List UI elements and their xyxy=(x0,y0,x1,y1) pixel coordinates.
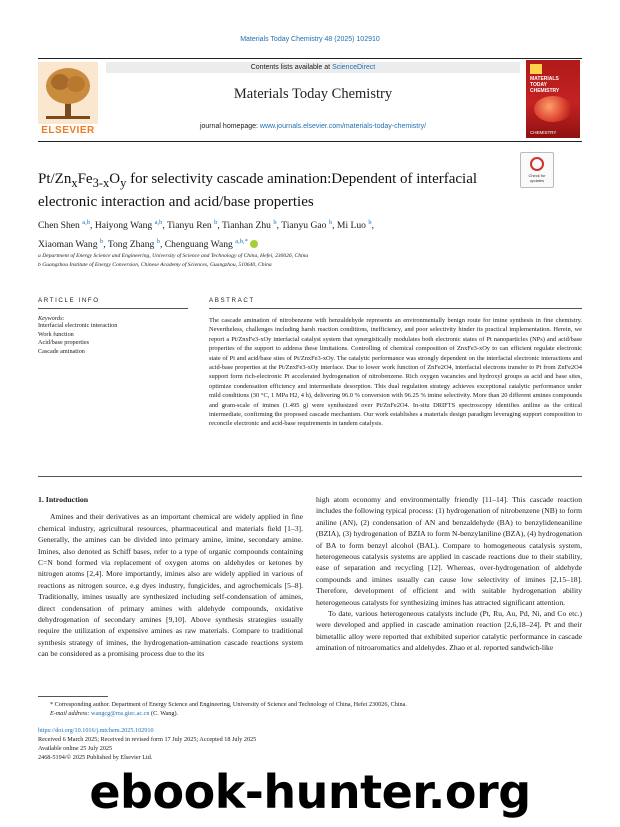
title-part: Pt/Zn xyxy=(38,171,72,187)
divider xyxy=(209,308,582,309)
contents-band xyxy=(106,62,520,73)
copyright: 2468-5194/© 2025 Published by Elsevier Ltd. xyxy=(38,754,153,761)
body-paragraph: To date, various heterogeneous catalysts include (Pt, Ru, Au, Pd, Ni, and Co etc.) were developed and applied in cascade amination reaction [2,6,18–24]. Pt and their bimetallic alloy were reported that exhibited superior catalytic performance in cascade amination of nitroaromatics and aldehydes. Zhao et al. reported sandwich-like xyxy=(316,609,582,653)
publisher-logo-text: ELSEVIER xyxy=(41,125,95,136)
email-suffix: (C. Wang). xyxy=(149,710,179,717)
body-left-column xyxy=(38,494,303,660)
sciencedirect-link[interactable]: ScienceDirect xyxy=(332,64,376,71)
elsevier-tree-icon xyxy=(38,62,98,124)
author[interactable]: Tianhan Zhu $^b$ xyxy=(222,219,277,232)
keyword[interactable]: Work function xyxy=(38,330,74,338)
title-subscript: x xyxy=(71,176,78,190)
article-info xyxy=(38,297,188,356)
check-for-updates-button[interactable] xyxy=(520,152,554,188)
abstract-text: The cascade amination of nitrobenzene with benzaldehyde represents an environmentally benign route for imine synthesis in fine chemistry. Nevertheless, challenges including harsh reaction conditions, inefficiency, and poor selectivity hinder its practical implementation. Herein, we report a Pt/ZnxFe3-xOy interfacial catalyst system that synergistically modulates both electronic states of Pt nanoparticles (NPs) and acid/base properties of the support to address these limitations. Controlling of chemical composition of ZnxFe3-xOy to can efficient regulate electronic state of Pt and acid/base sites of Pt/ZnxFe3-xOy. The catalytic performance was strongly dependent on the interfacial electronic interactions and acid-base properties at the Pt/ZnxFe3-xOy interface. Due to lower work function of ZnFe2O4, interfacial electrons transfer to Pt from ZnFe2O4 support form rich-electronic Pt accelerated hydrogenation of nitrobenzene. Rich oxygen vacancies and hydroxyl groups as acid and base sites, optimize condensation efficiency and intermediate desorption. This dual regulation strategy achieves exceptional catalytic performance under mild conditions (30 °C, 1 MPa H2, 4 h), delivering 96.0 % conversion with 96.25 % imine selectivity. More than 20 different amines compounds and gram-scale of imines (1.495 g) were synthesized over Pt/ZnFe2O4. In-situ DRIFTS spectroscopy identifies aniline as the critical intermediate, confirming the proposed cascade mechanism. Our work establishes a materials design paradigm leveraging support composition to reconcile electronic and acid-base requirements in tandem catalysis. xyxy=(209,317,582,428)
check-updates-label: Check for updates xyxy=(528,173,546,183)
keyword[interactable]: Interfacial electronic interaction xyxy=(38,322,118,329)
author[interactable]: Chen Shen $^{a,b}$ xyxy=(38,219,91,232)
title-part: O xyxy=(109,171,121,187)
body-paragraph: Amines and their derivatives as an important chemical are widely applied in fine chemical industry, agricultural resources, pharmaceutical and materials field [1–3]. Generally, the amines can be divided into primary amine, imine, secondary amine. Imines, also denoted as Schiff bases, refer to a type of organic compounds containing C=N bond formed via replacement of oxygen atoms on aldehydes or ketones by nitrogen atoms [2,4]. More importantly, imines also are widely applied in various of reactions as nitrogen source, e.g dyes industry, fungicides, and agrochemicals [5–8]. Traditionally, imines usually are synthesized including self-condensation of amines, direct condensation of primary amines with aldehyde compounds, oxidative dehydrogenation of secondary amines [9,10]. Above synthesis strategies usually require the utilization of expensive amines as raw materials. Compare to traditional synthesis strategy of imines, the hydrogenation-amination cascade reactions system can be considered as a promising process due to the its xyxy=(38,512,303,659)
title-subscript: y xyxy=(120,176,127,190)
cover-badge xyxy=(530,64,542,74)
journal-citation[interactable]: Materials Today Chemistry 48 (2025) 102910 xyxy=(240,36,380,43)
author[interactable]: Chenguang Wang $^{a,b,*}$ xyxy=(164,237,248,250)
abstract-heading: ABSTRACT xyxy=(209,297,255,304)
author[interactable]: Tianyu Gao $^b$ xyxy=(281,219,333,232)
footnote xyxy=(38,700,582,718)
section-title: 1. Introduction xyxy=(38,495,89,504)
author[interactable]: Haiyong Wang $^{a,b}$ xyxy=(94,219,163,232)
watermark: ebook-hunter.org xyxy=(89,765,531,819)
journal-cover[interactable] xyxy=(526,60,580,138)
cover-footer: CHEMISTRY xyxy=(530,130,557,135)
available-online: Available online 25 July 2025 xyxy=(38,745,113,752)
author-line-2: Xiaoman Wang $^b$, Tong Zhang $^b$, Chenguang Wang $^{a,b,*}$ xyxy=(38,234,518,253)
author[interactable]: Tianyu Ren $^b$ xyxy=(167,219,218,232)
divider xyxy=(38,476,582,477)
elsevier-logo[interactable] xyxy=(38,62,98,136)
affiliation-a: a Department of Energy Science and Engineering, University of Science and Technology of China, Hefei, 230026, China xyxy=(38,253,309,259)
article-title xyxy=(38,170,508,212)
author[interactable]: Tong Zhang $^b$ xyxy=(107,237,160,250)
cover-art xyxy=(534,96,572,122)
homepage-link[interactable]: www.journals.elsevier.com/materials-today-chemistry/ xyxy=(259,123,427,130)
orcid-icon[interactable] xyxy=(250,240,258,248)
email-label: E-mail address: xyxy=(50,710,92,717)
body-paragraph: high atom economy and environmentally friendly [11–14]. This cascade reaction includes the following typical process: (1) hydrogenation of nitrobenzene (NB) to form aniline (AN), (2) condensation of AN and benzaldehyde (BA) to benzylideneaniline (BZIA), (3) hydrogenation of BZIA to form N-benzylaniline (BZA), (4) hydrogenation of BA to form benzyl alcohol (BAL). Compare to homogeneous catalysis system, heterogeneous catalysis systems are applied in cascade reactions due to their stability, ease of separation and recycling [12]. Whereas, over-hydrogenation of aldehyde compounds and imines usually can cause low selectivity of imines [2,15–18]. Therefore, development of efficient and with suitable hydrogenation ability heterogeneous catalysts for synthesizing imines has attracted significant attention. xyxy=(316,495,582,607)
keyword[interactable]: Cascade amination xyxy=(38,347,85,355)
divider xyxy=(38,696,108,697)
corresponding-author-note: * Corresponding author. Department of Energy Science and Engineering, University of Science and Technology of China, Hefei 230026, China. xyxy=(50,701,407,708)
divider xyxy=(38,308,188,309)
article-info-heading: ARTICLE INFO xyxy=(38,297,100,304)
keywords-label: Keywords: xyxy=(38,315,65,322)
title-subscript: 3-x xyxy=(92,176,110,190)
keyword[interactable]: Acid/base properties xyxy=(38,339,90,346)
affiliation-b: b Guangzhou Institute of Energy Conversion, Chinese Academy of Sciences, Guangzhou, 510640, China xyxy=(38,262,272,268)
received-dates: Received 6 March 2025; Received in revised form 17 July 2025; Accepted 18 July 2025 xyxy=(38,736,257,743)
author[interactable]: Mi Luo $^b$ xyxy=(336,219,372,232)
abstract xyxy=(209,297,582,429)
check-updates-icon xyxy=(530,157,544,171)
title-part: Fe xyxy=(77,171,93,187)
email-line xyxy=(38,709,582,718)
cover-title: MATERIALS TODAY CHEMISTRY xyxy=(530,76,560,94)
journal-homepage xyxy=(106,123,520,130)
title-line-2: electronic interaction and acid/base properties xyxy=(38,194,314,210)
contents-prefix: Contents lists available at xyxy=(250,64,333,71)
doi-link[interactable]: https://doi.org/10.1016/j.mtchem.2025.102910 xyxy=(38,727,154,734)
author-line-1: Chen Shen $^{a,b}$, Haiyong Wang $^{a,b}$, Tianyu Ren $^b$, Tianhan Zhu $^b$, Tianyu Gao $^b$, Mi Luo $^b$, xyxy=(38,219,375,232)
author-list xyxy=(38,215,518,252)
author[interactable]: Xiaoman Wang $^b$ xyxy=(38,237,104,250)
email-link[interactable]: wangcg@ms.giec.ac.cn xyxy=(91,710,150,717)
title-part: for selectivity cascade amination:Dependent of interfacial xyxy=(126,171,478,187)
publication-info xyxy=(38,726,582,762)
body-right-column xyxy=(316,494,582,654)
homepage-prefix: journal homepage: xyxy=(199,123,260,130)
journal-title: Materials Today Chemistry xyxy=(233,86,393,102)
